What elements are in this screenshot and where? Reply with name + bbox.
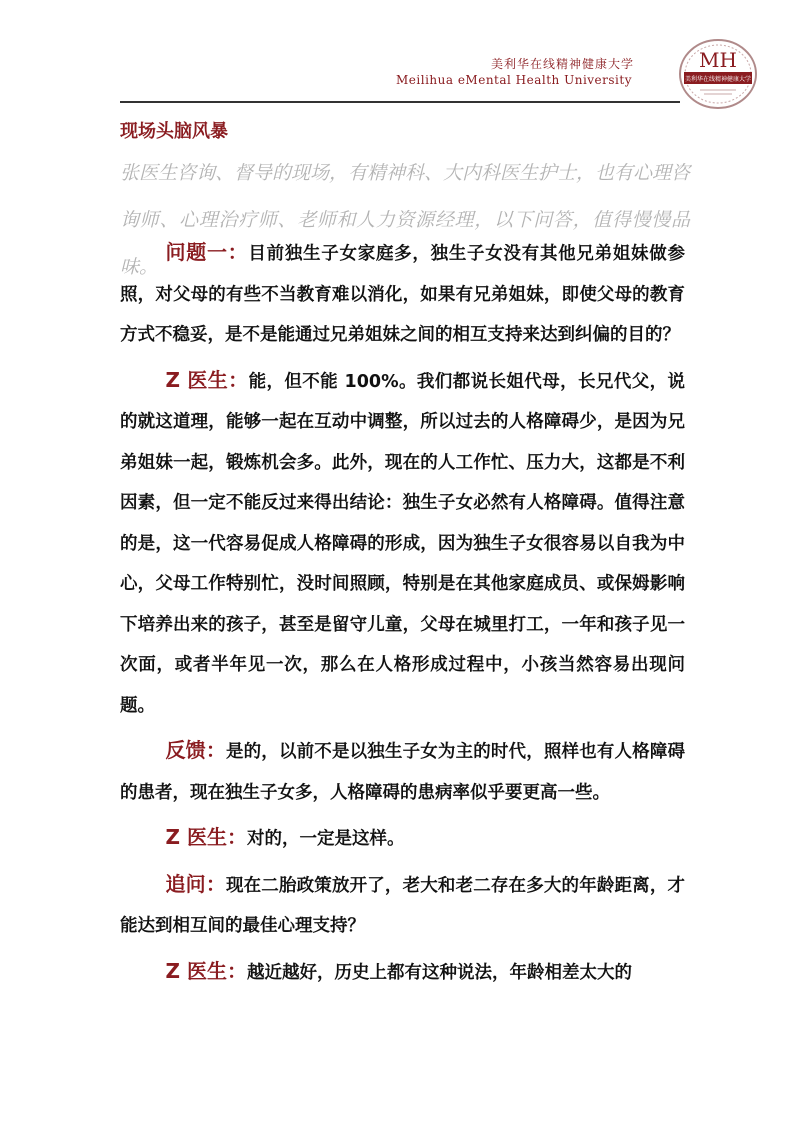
paragraph-text: 是的，以前不是以独生子女为主的时代，照样也有人格障碍的患者，现在独生子女多，人格障碍的患病率似乎要更高一些。 <box>120 742 686 803</box>
paragraph-text: 现在二胎政策放开了，老大和老二存在多大的年龄距离，才能达到相互间的最佳心理支持？ <box>120 875 686 936</box>
paragraph-text: 目前独生子女家庭多，独生子女没有其他兄弟姐妹做参照，对父母的有些不当教育难以消化，如果有兄弟姐妹，即使父母的教育方式不稳妥，是不是能通过兄弟姐妹之间的相互支持来达到纠偏的目的？ <box>120 244 685 345</box>
university-name-en: Meilihua eMental Health University <box>396 73 632 87</box>
qa-paragraph <box>120 232 685 356</box>
logo-letters: MH <box>699 48 737 72</box>
qa-paragraph <box>120 730 685 813</box>
speaker-label: Z 医生： <box>165 825 247 849</box>
speaker-label: Z 医生： <box>165 367 249 392</box>
intro-text: 张医生咨询、督导的现场，有精神科、大内科医生护士，也有心理咨询师、心理治疗师、老师和人力资源经理，以下问答，值得慢慢品味。 <box>120 162 691 278</box>
qa-paragraph <box>120 817 685 860</box>
paragraph-text: 能，但不能 100%。我们都说长姐代母，长兄代父，说的就这道理，能够一起在互动中调整，所以过去的人格障碍少，是因为兄弟姐妹一起，锻炼机会多。此外，现在的人工作忙、压力大，这都是不利因素，但一定不能反过来得出结论：独生子女必然有人格障碍。值得注意的是，这一代容易促成人格障碍的形成，因为独生子女很容易以自我为中心，父母工作特别忙，没时间照顾，特别是在其他家庭成员、或保姆影响下培养出来的孩子，甚至是留守儿童，父母在城里打工，一年和孩子见一次面，或者半年见一次，那么在人格形成过程中，小孩当然容易出现问题。 <box>120 371 685 716</box>
qa-paragraph <box>120 864 685 947</box>
university-name-cn: 美利华在线精神健康大学 <box>490 57 634 71</box>
paragraph-text: 对的，一定是这样。 <box>246 829 405 849</box>
qa-paragraph <box>120 360 685 727</box>
section-title: 现场头脑风暴 <box>120 121 228 142</box>
university-logo <box>678 38 758 110</box>
header-divider <box>120 101 680 103</box>
qa-paragraph <box>120 951 685 994</box>
qa-content <box>120 232 685 997</box>
page-header <box>0 0 800 104</box>
speaker-label: 问题一： <box>165 240 249 264</box>
speaker-label: 追问： <box>165 871 226 896</box>
speaker-label: Z 医生： <box>165 958 247 983</box>
logo-subtext: 美利华在线精神健康大学 <box>684 76 752 83</box>
paragraph-text: 越近越好，历史上都有这种说法，年龄相差太大的 <box>246 962 632 983</box>
speaker-label: 反馈： <box>165 738 226 762</box>
